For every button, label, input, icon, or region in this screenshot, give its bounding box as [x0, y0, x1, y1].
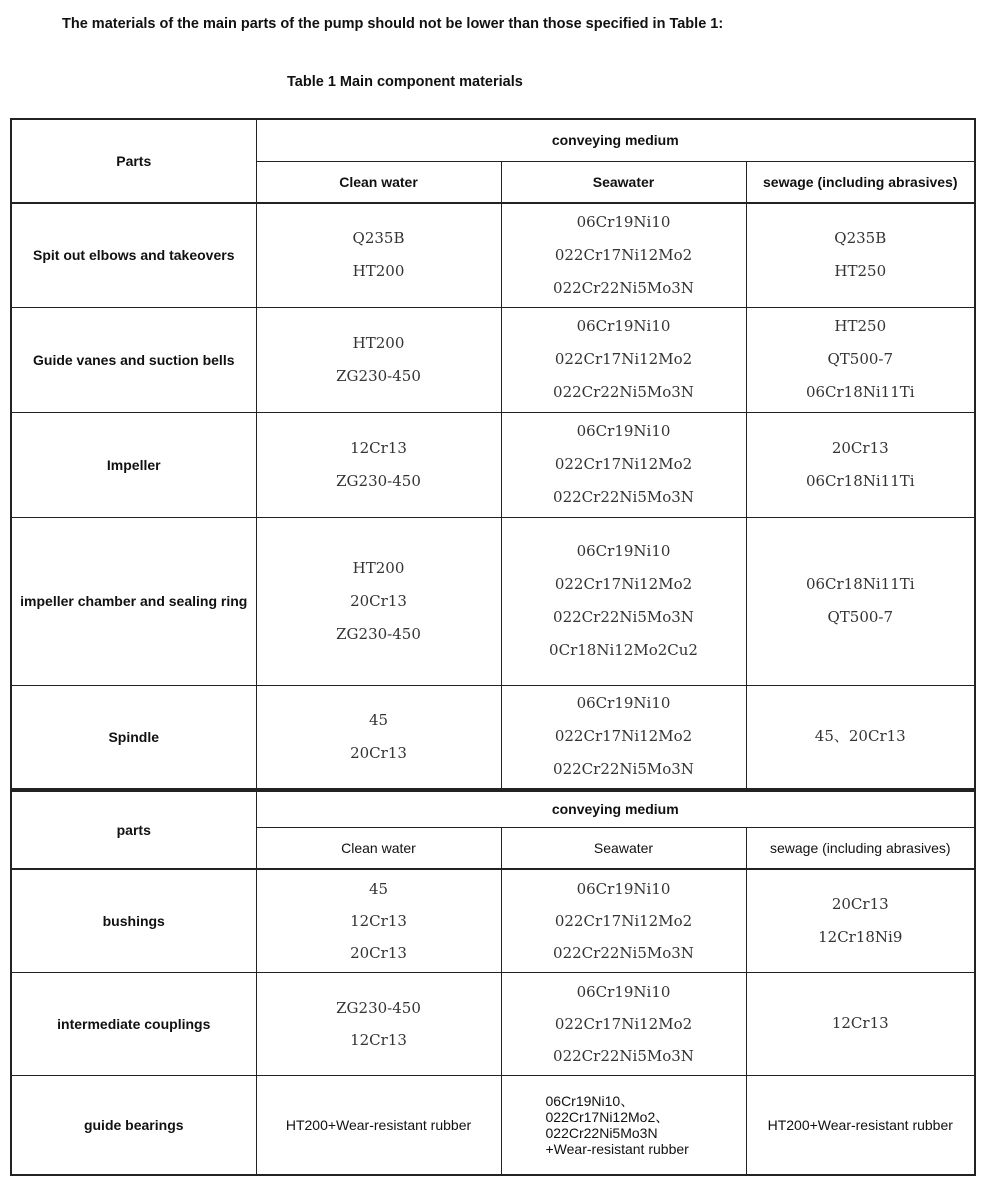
table-row [11, 203, 975, 307]
table-row [11, 1075, 975, 1175]
table-caption: Table 1 Main component materials [287, 74, 523, 90]
col-header-sewage: sewage (including abrasives) [746, 161, 975, 203]
parts-header: parts [11, 791, 256, 869]
part-name: impeller chamber and sealing ring [11, 517, 256, 685]
seawater-materials: 06Cr19Ni10 022Cr17Ni12Mo2 022Cr22Ni5Mo3N [501, 869, 746, 972]
clean-water-materials: 45 12Cr13 20Cr13 [256, 869, 501, 972]
clean-water-materials: Q235B HT200 [256, 203, 501, 307]
seawater-materials: 06Cr19Ni10 022Cr17Ni12Mo2 022Cr22Ni5Mo3N [501, 972, 746, 1075]
seawater-materials: 06Cr19Ni10 022Cr17Ni12Mo2 022Cr22Ni5Mo3N 0Cr18Ni12Mo2Cu2 [501, 517, 746, 685]
part-name: intermediate couplings [11, 972, 256, 1075]
sewage-materials: 20Cr13 12Cr18Ni9 [746, 869, 975, 972]
seawater-materials: 06Cr19Ni10 022Cr17Ni12Mo2 022Cr22Ni5Mo3N [501, 203, 746, 307]
col-header-clean-water: Clean water [256, 827, 501, 869]
clean-water-materials: ZG230-450 12Cr13 [256, 972, 501, 1075]
table-row [11, 972, 975, 1075]
col-header-sewage: sewage (including abrasives) [746, 827, 975, 869]
col-header-clean-water: Clean water [256, 161, 501, 203]
sewage-materials: 06Cr18Ni11Ti QT500-7 [746, 517, 975, 685]
part-name: bushings [11, 869, 256, 972]
table-row [11, 685, 975, 789]
medium-header: conveying medium [256, 791, 975, 827]
seawater-materials: 06Cr19Ni10、 022Cr17Ni12Mo2、 022Cr22Ni5Mo3N +Wear-resistant rubber [501, 1075, 746, 1175]
seawater-materials: 06Cr19Ni10 022Cr17Ni12Mo2 022Cr22Ni5Mo3N [501, 412, 746, 517]
part-name: Spit out elbows and takeovers [11, 203, 256, 307]
table-row [11, 869, 975, 972]
seawater-materials: 06Cr19Ni10 022Cr17Ni12Mo2 022Cr22Ni5Mo3N [501, 685, 746, 789]
clean-water-materials: 45 20Cr13 [256, 685, 501, 789]
col-header-seawater: Seawater [501, 827, 746, 869]
seawater-materials: 06Cr19Ni10 022Cr17Ni12Mo2 022Cr22Ni5Mo3N [501, 307, 746, 412]
clean-water-materials: 12Cr13 ZG230-450 [256, 412, 501, 517]
clean-water-materials: HT200+Wear-resistant rubber [256, 1075, 501, 1175]
sewage-materials: 20Cr13 06Cr18Ni11Ti [746, 412, 975, 517]
part-name: guide bearings [11, 1075, 256, 1175]
medium-header: conveying medium [256, 119, 975, 161]
table-row [11, 412, 975, 517]
sewage-materials: HT250 QT500-7 06Cr18Ni11Ti [746, 307, 975, 412]
sewage-materials: Q235B HT250 [746, 203, 975, 307]
clean-water-materials: HT200 ZG230-450 [256, 307, 501, 412]
table-row [11, 307, 975, 412]
part-name: Guide vanes and suction bells [11, 307, 256, 412]
clean-water-materials: HT200 20Cr13 ZG230-450 [256, 517, 501, 685]
col-header-seawater: Seawater [501, 161, 746, 203]
sewage-materials: 12Cr13 [746, 972, 975, 1075]
materials-table-1 [10, 118, 976, 790]
sewage-materials: 45、20Cr13 [746, 685, 975, 789]
parts-header: Parts [11, 119, 256, 203]
sewage-materials: HT200+Wear-resistant rubber [746, 1075, 975, 1175]
part-name: Spindle [11, 685, 256, 789]
part-name: Impeller [11, 412, 256, 517]
table-row [11, 517, 975, 685]
intro-text: The materials of the main parts of the pump should not be lower than those specified in Table 1: [62, 16, 724, 32]
materials-table-2 [10, 790, 976, 1176]
